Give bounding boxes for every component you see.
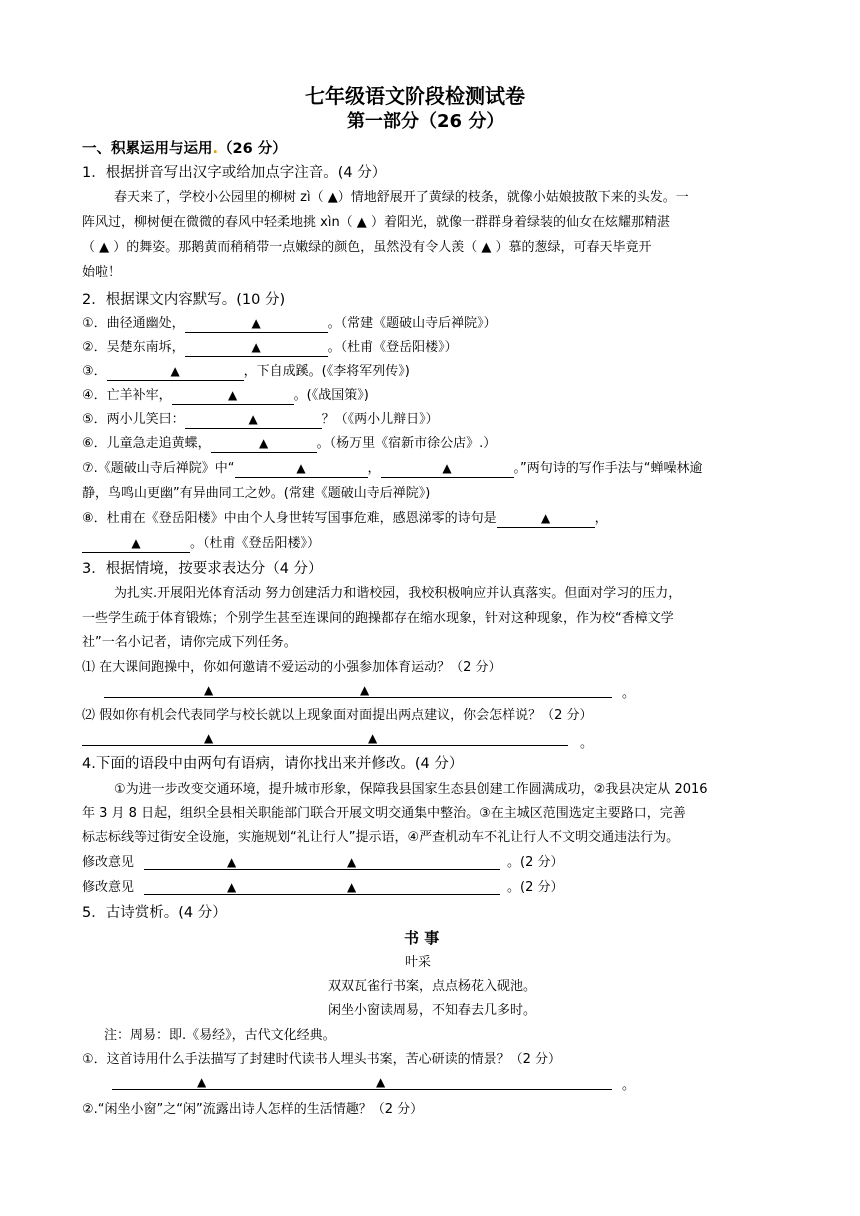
question-3-text-line: 社”一名小记者，请你完成下列任务。 — [82, 635, 297, 650]
question-1-text-line: 春天来了，学校小公园里的柳树 zì（ ▲）情地舒展开了黄绿的枝条，就像小姑娘披散下来的头发。一 — [114, 190, 689, 205]
answer-blank[interactable] — [497, 509, 595, 528]
recitation-item-comma: ， — [367, 461, 381, 476]
poem-author: 叶采 — [405, 955, 432, 970]
question-1-text-line: （ ▲ ）的舞姿。那鹅黄而稍稍带一点嫩绿的颜色，虽然没有令人羡（ ▲ ）慕的葱绿，可春天毕竟开 — [82, 240, 652, 255]
answer-blank[interactable] — [107, 362, 244, 381]
answer-line[interactable] — [144, 894, 500, 895]
recitation-item-text: ⑧．杜甫在《登岳阳楼》中由个人身世转写国事危难，感恩涕零的诗句是 — [82, 511, 497, 526]
triangle-marker-icon: ▲ — [347, 880, 357, 894]
triangle-marker-icon: ▲ — [170, 364, 180, 378]
recitation-item — [82, 434, 496, 454]
recitation-item-text: ②．吴楚东南坼， — [82, 340, 185, 355]
question-1-prompt: 1．根据拼音写出汉字或给加点字注音。(4 分） — [82, 165, 387, 181]
answer-blank[interactable] — [211, 434, 317, 453]
section-heading — [82, 139, 287, 159]
revision-label: 修改意见 — [82, 855, 135, 870]
triangle-marker-icon: ▲ — [251, 316, 261, 330]
answer-blank[interactable] — [381, 459, 514, 478]
recitation-item-source: ，下自成蹊。(《李将军列传》) — [243, 364, 410, 379]
recitation-item-text: ①．曲径通幽处， — [82, 316, 185, 331]
question-3-sub-2: ⑵ 假如你有机会代表同学与校长就以上现象面对面提出两点建议，你会怎样说？（2 分） — [82, 708, 593, 723]
answer-period: 。 — [580, 736, 594, 751]
recitation-item-source: 。(《战国策》) — [293, 388, 369, 403]
answer-period: 。 — [622, 686, 636, 701]
page-title: 七年级语文阶段检测试卷 — [305, 84, 525, 108]
question-5-sub-2: ②.“闲坐小窗”之“闲”流露出诗人怎样的生活情趣？（2 分） — [82, 1102, 424, 1117]
recitation-item-source: ？（《两小儿辩日》） — [321, 412, 439, 427]
recitation-item — [82, 509, 608, 529]
question-1-text-line: 始啦！ — [82, 265, 122, 280]
section-heading-score: （26 分） — [218, 141, 287, 157]
recitation-item-text: ④．亡羊补牢， — [82, 388, 172, 403]
answer-line[interactable] — [144, 869, 500, 870]
recitation-item — [82, 362, 410, 382]
answer-blank[interactable] — [82, 534, 190, 553]
triangle-marker-icon: ▲ — [227, 880, 237, 894]
recitation-item — [82, 386, 369, 406]
question-1-text-line: 阵风过，柳树便在微微的春风中轻柔地挑 xìn（ ▲ ）着阳光，就像一群群身着绿装的仙女在炫耀那精湛 — [82, 215, 670, 230]
recitation-item-continued — [82, 534, 320, 554]
recitation-item-text: ⑥．儿童急走追黄蝶， — [82, 436, 211, 451]
question-4-text-line: 标志标线等过街安全设施，实施规划“礼让行人”提示语，④严查机动车不礼让行人不文明交通违法行为。 — [82, 830, 680, 845]
triangle-marker-icon: ▲ — [259, 436, 269, 450]
triangle-marker-icon: ▲ — [368, 731, 378, 745]
triangle-marker-icon: ▲ — [248, 412, 258, 426]
recitation-item-text: ⑤．两小儿笑曰： — [82, 412, 185, 427]
recitation-item — [82, 338, 458, 358]
recitation-item-text: 。”两句诗的写作手法与“蝉噪林逾 — [513, 461, 703, 476]
triangle-marker-icon: ▲ — [347, 855, 357, 869]
answer-blank[interactable] — [172, 386, 294, 405]
recitation-item — [82, 459, 703, 479]
triangle-marker-icon: ▲ — [251, 340, 261, 354]
triangle-marker-icon: ▲ — [197, 1075, 207, 1089]
page-subtitle: 第一部分（26 分） — [347, 111, 505, 132]
poem-verse: 闲坐小窗读周易，不知春去几多时。 — [328, 1003, 537, 1018]
answer-line[interactable] — [112, 1089, 612, 1090]
answer-blank[interactable] — [235, 459, 368, 478]
recitation-item-source: 。（杨万里《宿新市徐公店》.） — [316, 436, 497, 451]
question-4-text-line: 年 3 月 8 日起，组织全县相关职能部门联合开展文明交通集中整治。③在主城区范围选定主要路口，完善 — [82, 806, 686, 821]
question-3-text-line: 为扎实.开展阳光体育活动 努力创建活力和谐校园，我校积极响应并认真落实。但面对学习的压力， — [114, 586, 682, 601]
revision-row — [82, 878, 134, 898]
recitation-item-text: ③． — [82, 364, 107, 379]
triangle-marker-icon: ▲ — [227, 855, 237, 869]
triangle-marker-icon: ▲ — [204, 731, 214, 745]
poem-title: 书 事 — [404, 929, 440, 947]
triangle-marker-icon: ▲ — [131, 536, 141, 550]
triangle-marker-icon: ▲ — [296, 461, 306, 475]
poem-note: 注：周易：即.《易经》，古代文化经典。 — [104, 1028, 336, 1043]
triangle-marker-icon: ▲ — [360, 683, 370, 697]
poem-verse: 双双瓦雀行书案，点点杨花入砚池。 — [328, 979, 537, 994]
answer-line[interactable] — [104, 697, 612, 698]
answer-period: 。 — [622, 1078, 636, 1093]
triangle-marker-icon: ▲ — [204, 683, 214, 697]
recitation-item-source: 。（杜甫《登岳阳楼》） — [327, 340, 458, 355]
recitation-item-continued: 静，鸟鸣山更幽”有异曲同工之妙。(常建《题破山寺后禅院》) — [82, 486, 431, 501]
question-3-text-line: 一些学生疏于体育锻炼；个别学生甚至连课间的跑操都存在缩水现象，针对这种现象，作为校“香樟文学 — [82, 611, 674, 626]
triangle-marker-icon: ▲ — [442, 461, 452, 475]
triangle-marker-icon: ▲ — [228, 388, 238, 402]
question-3-prompt: 3．根据情境，按要求表达分（4 分） — [82, 561, 323, 577]
answer-blank[interactable] — [185, 410, 322, 429]
section-heading-text: 一、积累运用与运用 — [82, 141, 213, 157]
question-2-prompt: 2．根据课文内容默写。(10 分) — [82, 292, 286, 308]
revision-score: 。(2 分） — [507, 880, 564, 895]
recitation-item — [82, 314, 497, 334]
question-4-prompt: 4.下面的语段中由两句有语病，请你找出来并修改。(4 分） — [82, 756, 464, 772]
question-3-sub-1: ⑴ 在大课间跑操中，你如何邀请不爱运动的小强参加体育运动？（2 分） — [82, 660, 502, 675]
question-5-prompt: 5．古诗赏析。(4 分） — [82, 905, 227, 921]
recitation-item-comma: ， — [594, 511, 608, 526]
revision-score: 。(2 分） — [507, 855, 564, 870]
section-heading-dot: . — [212, 141, 219, 157]
recitation-item-source: 。（杜甫《登岳阳楼》） — [190, 536, 321, 551]
answer-line[interactable] — [82, 745, 568, 746]
triangle-marker-icon: ▲ — [376, 1075, 386, 1089]
question-5-sub-1: ①．这首诗用什么手法描写了封建时代读书人埋头书案，苦心研读的情景？（2 分） — [82, 1052, 562, 1067]
revision-label: 修改意见 — [82, 880, 135, 895]
revision-row — [82, 853, 134, 873]
answer-blank[interactable] — [185, 338, 328, 357]
recitation-item-source: 。（常建《题破山寺后禅院》） — [327, 316, 497, 331]
answer-blank[interactable] — [185, 314, 328, 333]
recitation-item-text: ⑦.《题破山寺后禅院》中“ — [82, 461, 235, 476]
question-4-text-line: ①为进一步改变交通环境，提升城市形象，保障我县国家生态县创建工作圆满成功，②我县决定从 2016 — [114, 782, 708, 797]
triangle-marker-icon: ▲ — [541, 511, 551, 525]
recitation-item — [82, 410, 439, 430]
